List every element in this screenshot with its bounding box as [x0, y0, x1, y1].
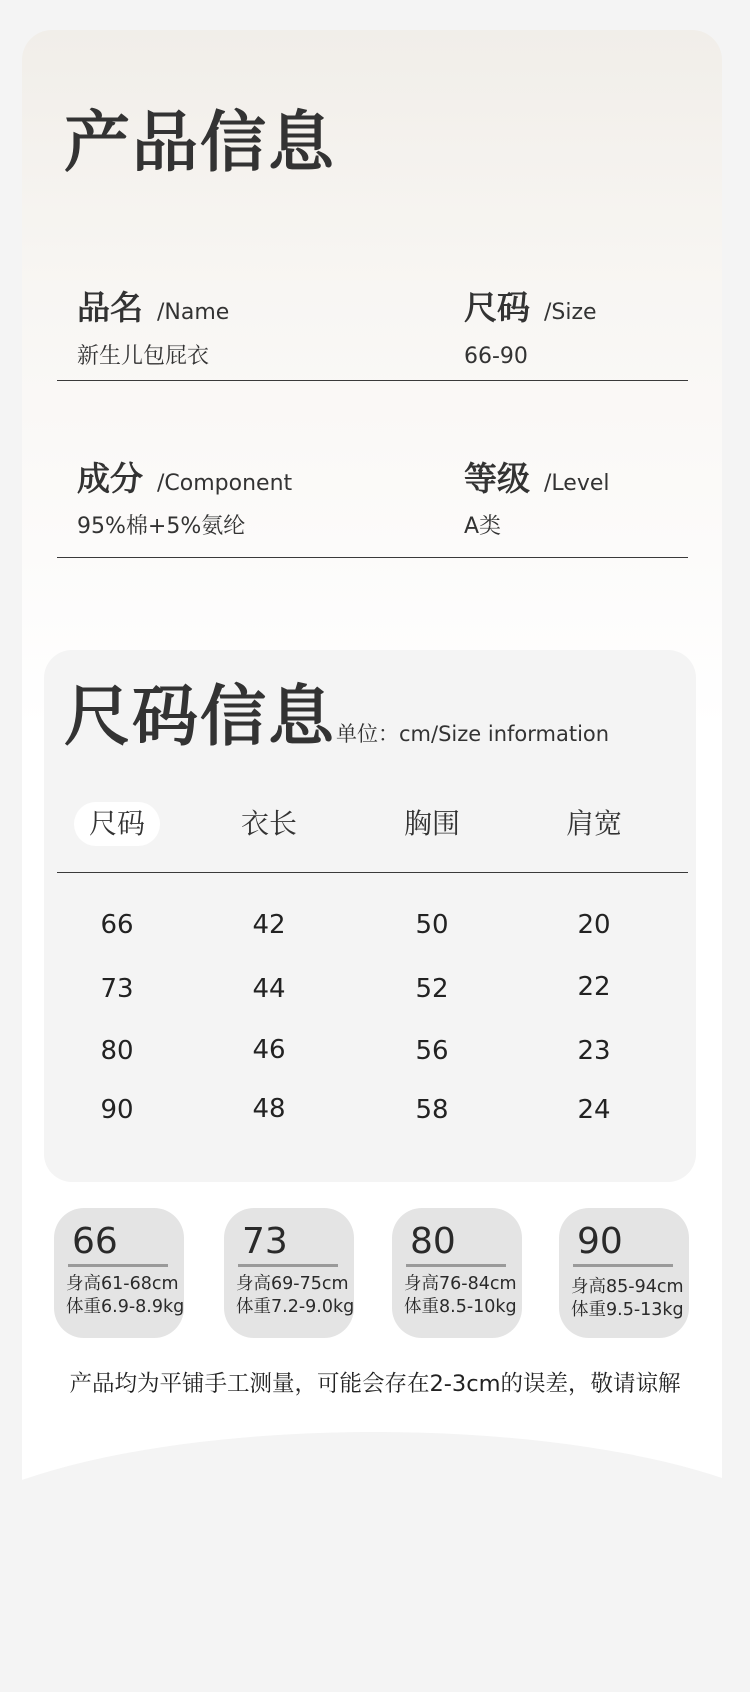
- badge-underline: [573, 1264, 673, 1267]
- field-component-value: 95%棉+5%氨纶: [77, 514, 246, 539]
- badge-underline: [406, 1264, 506, 1267]
- table-cell: 80: [100, 1036, 134, 1066]
- field-size-value: 66-90: [464, 344, 528, 369]
- badge-size: 80: [410, 1221, 456, 1262]
- divider: [57, 380, 688, 381]
- field-name-label: 品名 /Name: [77, 288, 230, 327]
- measurement-note: 产品均为平铺手工测量，可能会存在2-3cm的误差，敬请谅解: [69, 1371, 681, 1397]
- table-header-length: 衣长: [240, 807, 297, 840]
- size-unit-label: 单位：cm/Size information: [336, 722, 610, 746]
- badge-weight: 体重7.2-9.0kg: [236, 1297, 355, 1317]
- table-cell: 66: [100, 910, 134, 940]
- table-header-chest: 胸围: [403, 807, 460, 840]
- table-cell: 23: [577, 1036, 611, 1066]
- table-cell: 46: [252, 1035, 286, 1065]
- badge-size: 90: [577, 1221, 623, 1262]
- badge-weight: 体重8.5-10kg: [404, 1297, 517, 1317]
- field-level-value: A类: [464, 514, 502, 539]
- product-info-title: 产品信息: [64, 104, 336, 181]
- table-cell: 90: [100, 1095, 134, 1125]
- table-cell: 50: [415, 910, 449, 940]
- table-cell: 48: [252, 1094, 286, 1124]
- field-level-sub: /Level: [544, 471, 610, 496]
- badge-height: 身高76-84cm: [404, 1274, 517, 1294]
- table-cell: 42: [252, 910, 286, 940]
- table-divider: [57, 872, 688, 873]
- table-header-size: 尺码: [88, 807, 145, 840]
- field-name-value: 新生儿包屁衣: [77, 344, 210, 369]
- divider: [57, 557, 688, 558]
- size-info-title: 尺码信息: [64, 678, 336, 755]
- table-header-shoulder: 肩宽: [565, 807, 622, 840]
- size-badge-66: [54, 1208, 184, 1338]
- badge-size: 73: [242, 1221, 288, 1262]
- badge-underline: [68, 1264, 168, 1267]
- table-cell: 58: [415, 1095, 449, 1125]
- badge-height: 身高61-68cm: [66, 1274, 179, 1294]
- badge-weight: 体重9.5-13kg: [571, 1300, 684, 1320]
- badge-height: 身高85-94cm: [571, 1277, 684, 1297]
- size-badge-73: [224, 1208, 354, 1338]
- bottom-curve-decoration: [0, 1432, 750, 1692]
- table-cell: 73: [100, 974, 134, 1004]
- field-component-label: 成分 /Component: [77, 459, 293, 498]
- badge-size: 66: [72, 1221, 118, 1262]
- table-cell: 44: [252, 974, 286, 1004]
- badge-weight: 体重6.9-8.9kg: [66, 1297, 185, 1317]
- field-size-label: 尺码 /Size: [464, 288, 597, 327]
- table-cell: 20: [577, 910, 611, 940]
- field-name-sub: /Name: [157, 300, 230, 325]
- table-cell: 22: [577, 972, 611, 1002]
- size-badge-80: [392, 1208, 522, 1338]
- size-badge-90: [559, 1208, 689, 1338]
- table-cell: 56: [415, 1036, 449, 1066]
- table-cell: 52: [415, 974, 449, 1004]
- field-component-sub: /Component: [157, 471, 293, 496]
- field-level-label: 等级 /Level: [464, 459, 610, 498]
- table-cell: 24: [577, 1095, 611, 1125]
- field-size-sub: /Size: [544, 300, 597, 325]
- badge-underline: [238, 1264, 338, 1267]
- badge-height: 身高69-75cm: [236, 1274, 349, 1294]
